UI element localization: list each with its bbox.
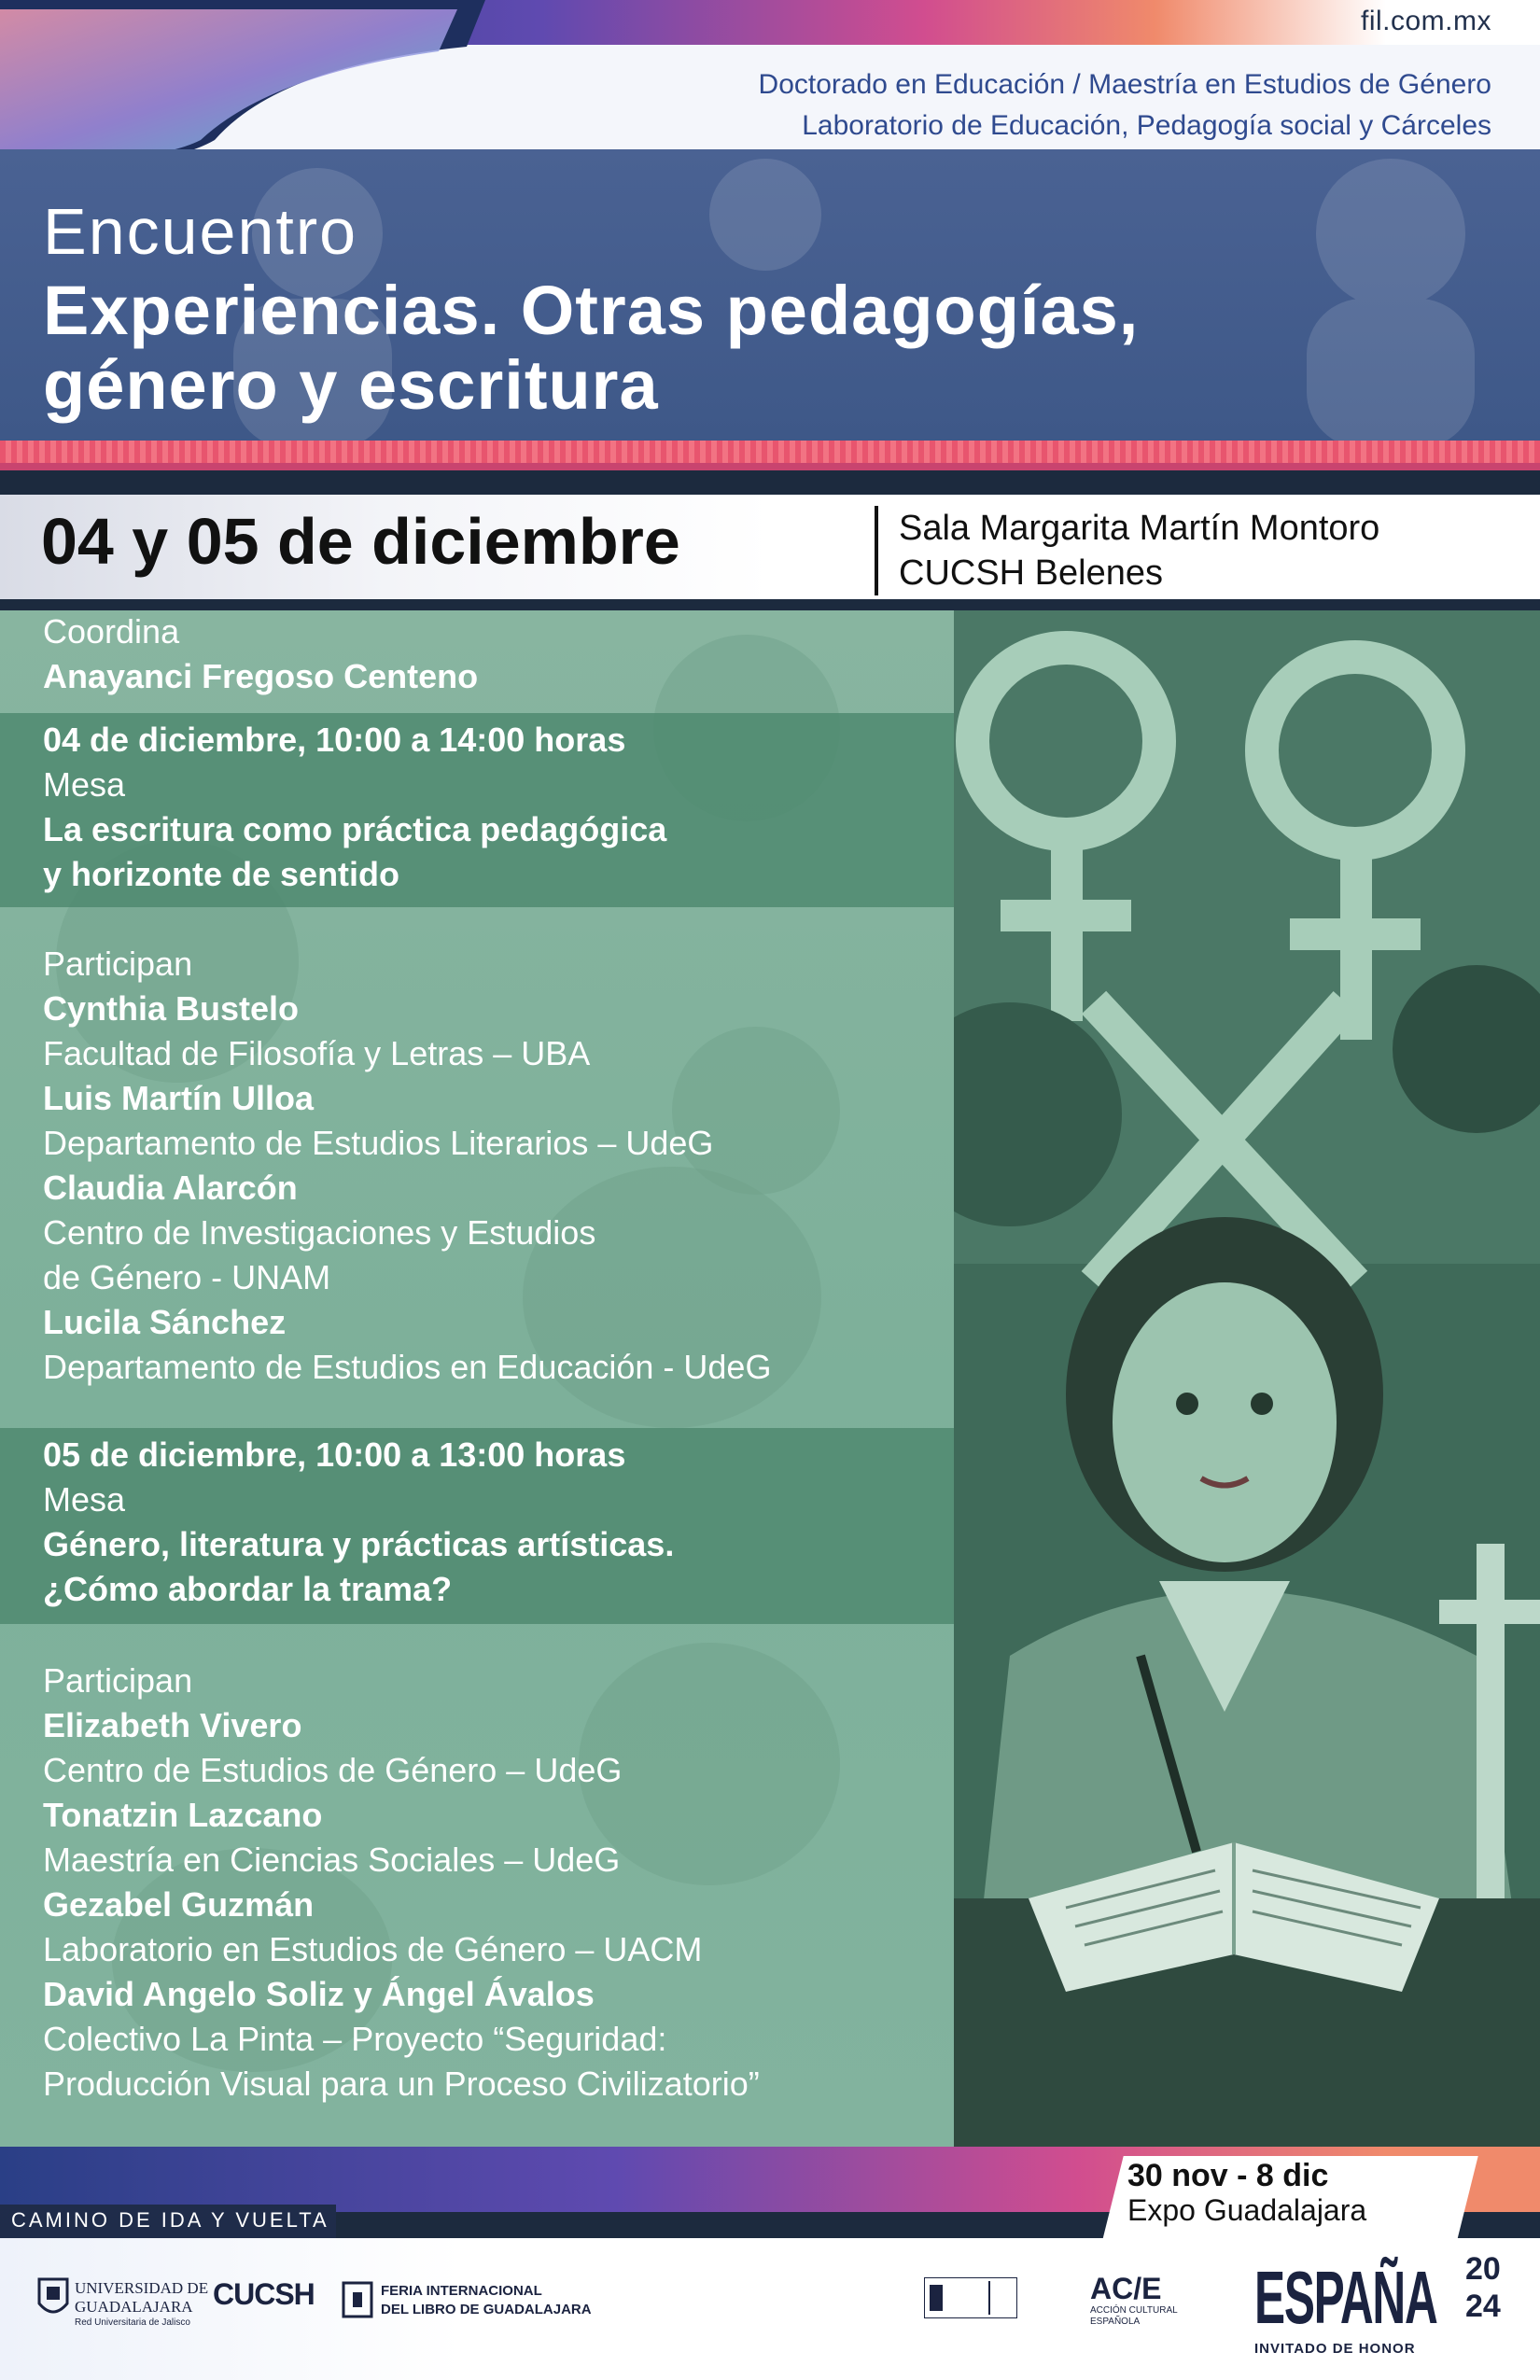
udg-logo-line-2: GUADALAJARA (75, 2298, 193, 2316)
ace-logo-line-2: ESPAÑOLA (1090, 2317, 1141, 2327)
participant-affiliation: Centro de Investigaciones y Estudios (43, 1213, 596, 1252)
session-1-participants-label: Participan (43, 945, 193, 983)
venue-campus: CUCSH Belenes (899, 553, 1163, 593)
ace-logo-line-1: ACCIÓN CULTURAL (1090, 2305, 1178, 2316)
fil-logo-line-1: FERIA INTERNACIONAL (381, 2283, 542, 2299)
woman-writing-illustration (954, 610, 1540, 2147)
participant-name: Claudia Alarcón (43, 1169, 298, 1207)
ace-logo: AC/E (1090, 2272, 1162, 2305)
session-1-title-line-1: La escritura como práctica pedagógica (43, 810, 667, 848)
participant-affiliation: Departamento de Estudios en Educación - UdeG (43, 1348, 772, 1386)
participant-name: Elizabeth Vivero (43, 1706, 302, 1744)
udg-logo-line-1: UNIVERSIDAD DE (75, 2279, 209, 2297)
participant-affiliation: Facultad de Filosofía y Letras – UBA (43, 1034, 591, 1072)
participant-affiliation: Colectivo La Pinta – Proyecto “Seguridad: (43, 2020, 667, 2058)
udg-seal-icon (37, 2275, 69, 2322)
participant-affiliation: Centro de Estudios de Género – UdeG (43, 1751, 623, 1789)
program-line-laboratorio: Laboratorio de Educación, Pedagogía social y Cárceles (802, 110, 1491, 141)
session-2-title-line-2: ¿Cómo abordar la trama? (43, 1570, 453, 1608)
swoosh-decoration (0, 0, 485, 168)
session-2-type: Mesa (43, 1480, 126, 1519)
program-line-doctorado: Doctorado en Educación / Maestría en Estudios de Género (758, 69, 1491, 100)
fil-logo-line-2: DEL LIBRO DE GUADALAJARA (381, 2302, 592, 2317)
participant-affiliation: Maestría en Ciencias Sociales – UdeG (43, 1841, 621, 1879)
participant-name: Gezabel Guzmán (43, 1885, 315, 1924)
participant-name: Tonatzin Lazcano (43, 1796, 323, 1834)
coordination-label: Coordina (43, 612, 180, 651)
session-1-datetime: 04 de diciembre, 10:00 a 14:00 horas (43, 721, 626, 759)
fil-logo-icon (342, 2281, 373, 2318)
espana-logo: ESPAÑA (1254, 2256, 1437, 2339)
pink-stripe-band (0, 441, 1540, 470)
cucsh-logo: CUCSH (213, 2277, 315, 2311)
event-kicker: Encuentro (43, 195, 358, 268)
fair-tagline: CAMINO DE IDA Y VUELTA (11, 2208, 329, 2232)
participant-affiliation: de Género - UNAM (43, 1258, 331, 1296)
participant-affiliation: Producción Visual para un Proceso Civilizatorio” (43, 2065, 760, 2103)
bg-figure-shape (523, 1167, 821, 1428)
event-title-line-1: Experiencias. Otras pedagogías, (43, 272, 1140, 349)
session-1-title-line-2: y horizonte de sentido (43, 855, 400, 893)
year-2024-bottom: 24 (1465, 2289, 1501, 2324)
participant-name: Lucila Sánchez (43, 1303, 287, 1341)
session-2-participants-label: Participan (43, 1661, 193, 1700)
participant-name: David Angelo Soliz y Ángel Ávalos (43, 1975, 595, 2013)
session-2-title-line-1: Género, literatura y prácticas artísticas. (43, 1525, 675, 1563)
udg-logo-line-3: Red Universitaria de Jalisco (75, 2317, 190, 2328)
participant-affiliation: Laboratorio en Estudios de Género – UACM (43, 1930, 703, 1968)
spain-government-emblem-icon (924, 2277, 1017, 2318)
participant-name: Luis Martín Ulloa (43, 1079, 315, 1117)
session-2-datetime: 05 de diciembre, 10:00 a 13:00 horas (43, 1435, 626, 1474)
venue-name: Sala Margarita Martín Montoro (899, 509, 1380, 548)
participant-name: Cynthia Bustelo (43, 989, 300, 1028)
coordinator-name: Anayanci Fregoso Centeno (43, 657, 479, 695)
participant-affiliation: Departamento de Estudios Literarios – UdeG (43, 1124, 714, 1162)
fair-dates: 30 nov - 8 dic (1127, 2158, 1329, 2193)
session-1-type: Mesa (43, 765, 126, 804)
year-2024-top: 20 (1465, 2251, 1501, 2287)
event-dates: 04 y 05 de diciembre (41, 505, 680, 578)
date-divider (875, 506, 878, 595)
event-title-line-2: género y escritura (43, 346, 659, 424)
site-url[interactable]: fil.com.mx (1361, 6, 1491, 36)
invitado-de-honor-label: INVITADO DE HONOR (1254, 2341, 1416, 2357)
fair-venue: Expo Guadalajara (1127, 2193, 1367, 2227)
